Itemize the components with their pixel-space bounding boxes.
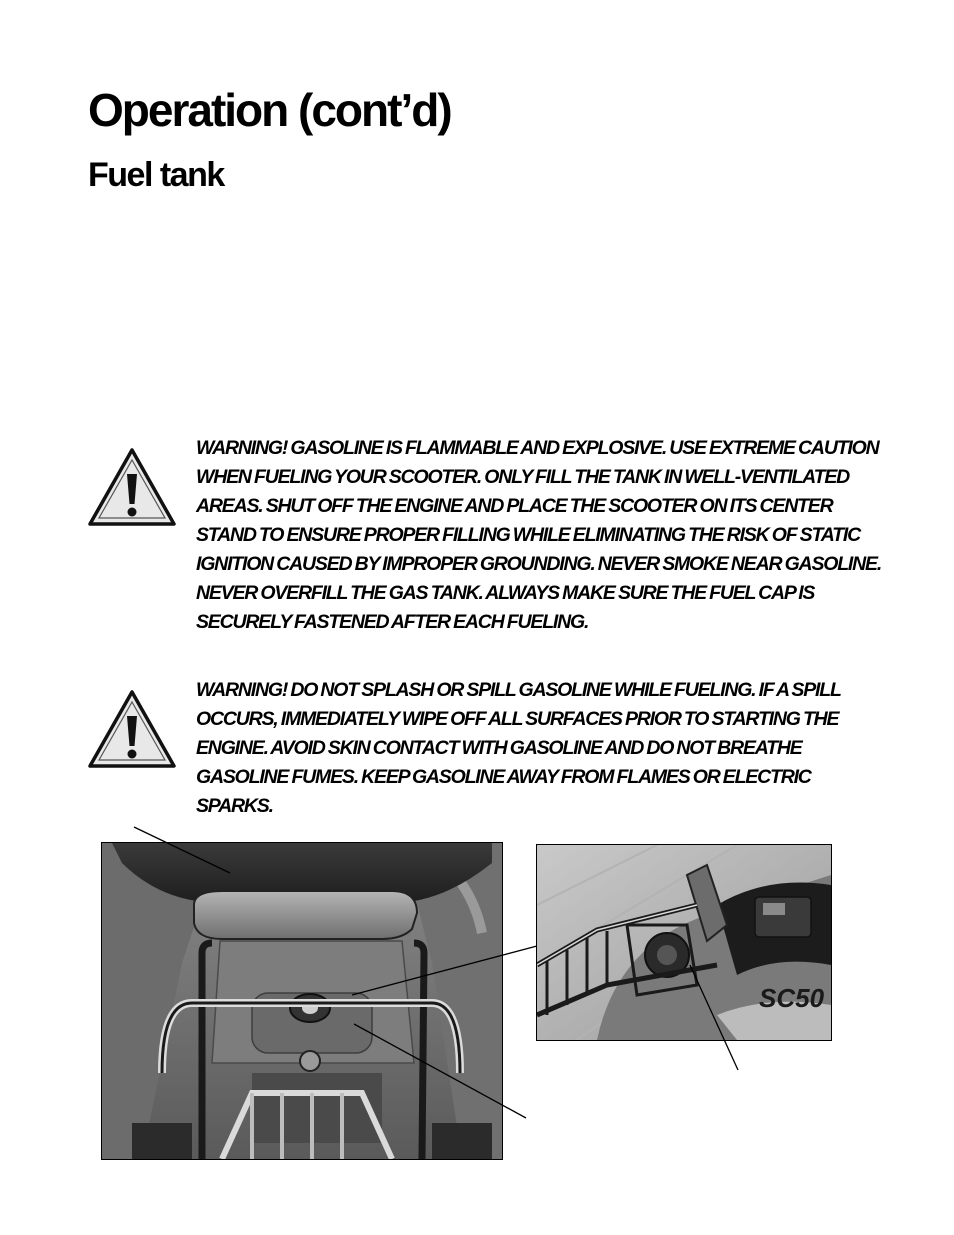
warning-triangle-icon	[86, 446, 178, 528]
page-title: Operation (cont’d)	[88, 84, 451, 136]
fuel-cap-open-photo	[536, 844, 832, 1041]
warning-text-fueling: WARNING! GASOLINE IS FLAMMABLE AND EXPLOSIVE. USE EXTREME CAUTION WHEN FUELING YOUR SCOOTER. ONLY FILL THE TANK IN WELL-VENTILATED AREAS. SHUT OFF THE ENGINE AND PLACE THE SCOOTER ON ITS CENTER STAND TO ENSURE PROPER FILLING WHILE ELIMINATING THE RISK OF STATIC IGNITION CAUSED BY IMPROPER GROUNDING. NEVER SMOKE NEAR GASOLINE. NEVER OVERFILL THE GAS TANK. ALWAYS MAKE SURE THE FUEL CAP IS SECURELY FASTENED AFTER EACH FUELING.	[196, 437, 882, 633]
scooter-rear-seat-photo	[101, 842, 503, 1160]
section-title: Fuel tank	[88, 156, 224, 194]
warning-triangle-icon	[86, 688, 178, 770]
sc50-badge: SC50	[759, 983, 825, 1013]
warning-text-spill: WARNING! DO NOT SPLASH OR SPILL GASOLINE WHILE FUELING. IF A SPILL OCCURS, IMMEDIATELY WIPE OFF ALL SURFACES PRIOR TO STARTING THE ENGINE. AVOID SKIN CONTACT WITH GASOLINE AND DO NOT BREATHE GASOLINE FUMES. KEEP GASOLINE AWAY FROM FLAMES OR ELECTRIC SPARKS.	[196, 679, 841, 817]
